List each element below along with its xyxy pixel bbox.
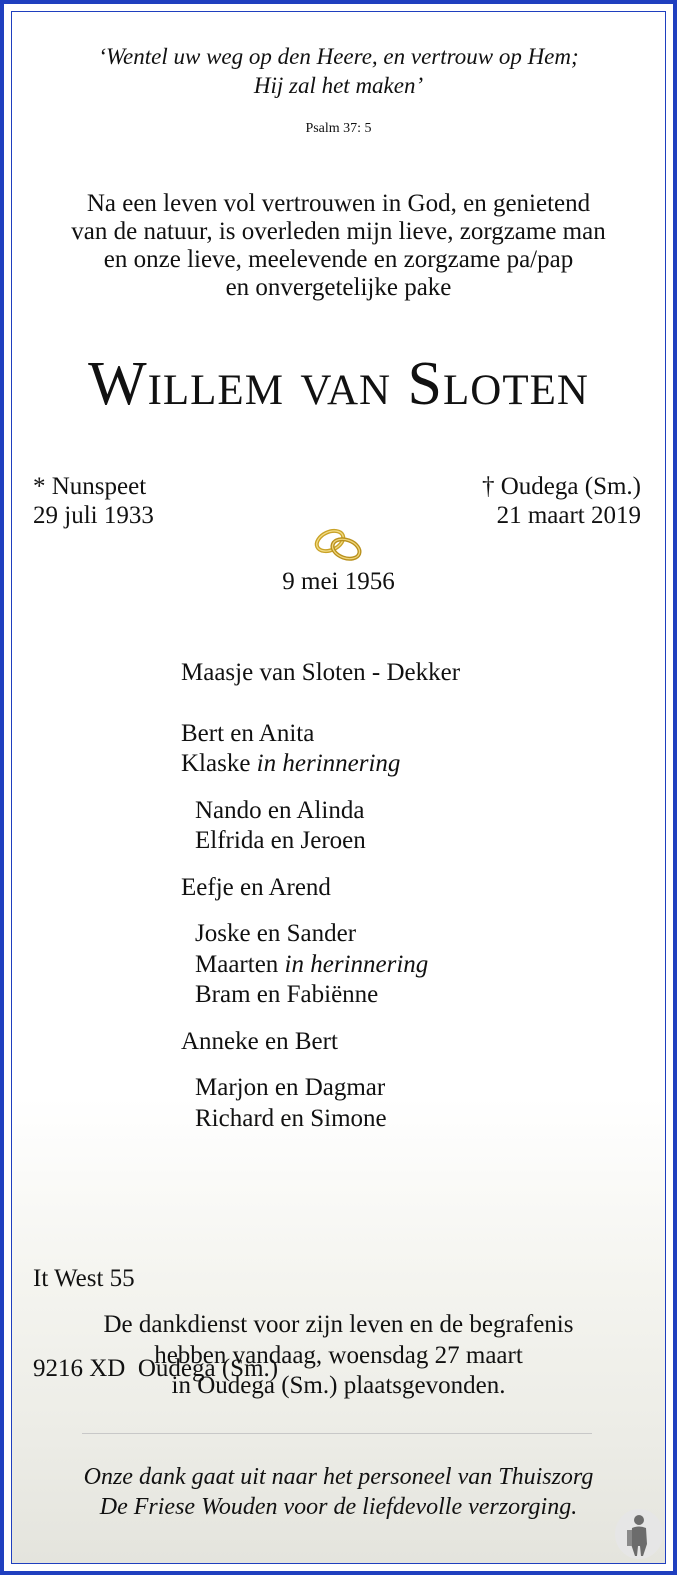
memorial-note: in herinnering xyxy=(256,750,401,777)
thanks-text xyxy=(0,1462,677,1522)
intro-line-2: van de natuur, is overleden mijn lieve, zorgzame man xyxy=(71,218,606,245)
death-place: † Oudega (Sm.) xyxy=(482,473,641,500)
family-child: Eefje en Arend xyxy=(181,873,331,901)
family-grandchild: Nando en Alinda xyxy=(195,796,365,824)
figure-logo-icon xyxy=(614,1506,664,1560)
service-info xyxy=(0,1310,677,1402)
verse-line-2: Hij zal het maken’ xyxy=(253,73,424,98)
family-grandchild: Marjon en Dagmar xyxy=(195,1074,386,1101)
spouse-name: Maasje van Sloten - Dekker xyxy=(181,659,461,686)
psalm-verse xyxy=(0,42,677,100)
service-line-1: De dankdienst voor zijn leven en de begrafenis xyxy=(103,1311,574,1338)
divider xyxy=(82,1433,592,1434)
verse-line-1: ‘Wentel uw weg op den Heere, en vertrouw op Hem; xyxy=(98,44,579,69)
family-grandchild: Elfrida en Jeroen xyxy=(195,827,366,854)
wedding-rings-icon xyxy=(308,523,368,567)
thanks-line-1: Onze dank gaat uit naar het personeel van Thuiszorg xyxy=(83,1464,594,1490)
intro-line-3: en onze lieve, meelevende en zorgzame pa/pap xyxy=(103,246,574,273)
family-child: Bert en Anita xyxy=(181,719,315,747)
death-info xyxy=(482,472,641,530)
verse-reference: Psalm 37: 5 xyxy=(305,121,372,136)
family-list xyxy=(181,658,460,1134)
marriage-date: 9 mei 1956 xyxy=(282,568,395,595)
intro-line-4: en onvergetelijke pake xyxy=(225,274,452,301)
death-date: 21 maart 2019 xyxy=(496,502,641,529)
family-grandchild: Joske en Sander xyxy=(195,920,357,947)
thanks-line-2: De Friese Wouden voor de liefdevolle verzorging. xyxy=(99,1494,578,1520)
family-child: Anneke en Bert xyxy=(181,1027,338,1055)
birth-date: 29 juli 1933 xyxy=(33,502,154,529)
intro-line-1: Na een leven vol vertrouwen in God, en genietend xyxy=(86,190,591,217)
service-line-3: in Oudega (Sm.) plaatsgevonden. xyxy=(171,1372,506,1399)
family-grandchild: Bram en Fabiënne xyxy=(195,981,379,1008)
family-grandchild xyxy=(181,950,460,981)
memorial-note: in herinnering xyxy=(284,950,429,978)
address-line-2: 9216 XD Oudega (Sm.) xyxy=(33,1355,279,1382)
intro-text xyxy=(0,190,677,302)
family-child xyxy=(181,749,460,780)
grandchild-name: Maarten xyxy=(195,950,279,978)
family-grandchild: Richard en Simone xyxy=(195,1104,387,1132)
birth-place: * Nunspeet xyxy=(33,473,147,500)
birth-info xyxy=(33,472,154,530)
address-line-1: It West 55 xyxy=(33,1265,135,1292)
service-line-2: hebben vandaag, woensdag 27 maart xyxy=(154,1341,523,1369)
deceased-name: Willem van Sloten xyxy=(88,350,589,418)
child-name: Klaske xyxy=(181,750,251,777)
